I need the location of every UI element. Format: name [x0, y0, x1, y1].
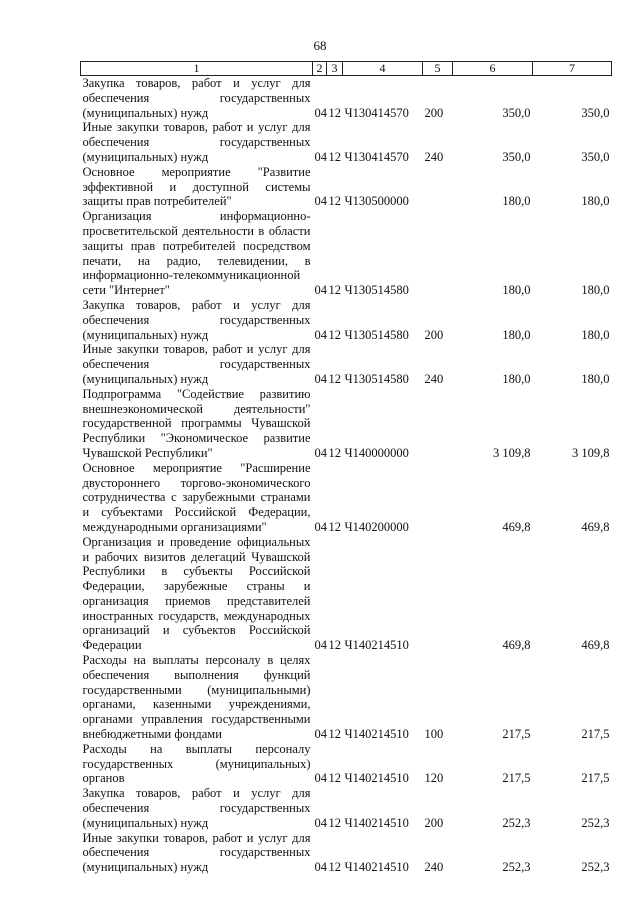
target-article: Ч140000000 — [344, 445, 409, 460]
amount-year-1: 350,0 — [502, 149, 531, 164]
amount-year-1: 217,5 — [502, 771, 531, 786]
section-code: 04 — [314, 519, 327, 534]
expense-type — [423, 209, 453, 298]
section-code: 04 — [314, 149, 327, 164]
amount-year-2: 469,8 — [581, 519, 610, 534]
amount-year-2: 180,0 — [581, 327, 610, 342]
amount-year-2: 3 109,8 — [572, 445, 610, 460]
table-row — [81, 535, 612, 653]
target-article: Ч140214510 — [344, 860, 409, 875]
target-article: Ч130514580 — [344, 283, 409, 298]
section-code: 04 — [314, 815, 327, 830]
amount-year-1: 180,0 — [502, 194, 531, 209]
col-header-2: 2 — [313, 62, 327, 76]
col-header-7: 7 — [533, 62, 612, 76]
amount-year-1: 180,0 — [502, 283, 531, 298]
expense-type: 100 — [424, 727, 444, 742]
expense-type — [423, 165, 453, 209]
expense-type: 200 — [424, 815, 444, 830]
target-article: Ч130414570 — [344, 105, 409, 120]
name-cell: Расходы на выплаты персоналу государственных (муниципальных) органов — [82, 741, 311, 786]
col-header-3: 3 — [327, 62, 343, 76]
amount-year-1: 469,8 — [502, 519, 531, 534]
col-header-6: 6 — [453, 62, 533, 76]
table-row — [81, 165, 612, 209]
section-code: 04 — [314, 860, 327, 875]
amount-year-2: 350,0 — [581, 149, 610, 164]
expense-type — [423, 387, 453, 461]
col-header-4: 4 — [343, 62, 423, 76]
name-cell: Расходы на выплаты персоналу в целях обеспечения выполнения функций государственными (муниципальными) органами, казенными учреждениями, органами управления государственными внебюджетными фондами — [82, 653, 311, 742]
target-article: Ч130414570 — [344, 149, 409, 164]
target-article: Ч140214510 — [344, 638, 409, 653]
amount-year-1: 350,0 — [502, 105, 531, 120]
section-code: 04 — [314, 327, 327, 342]
subsection-code: 12 — [328, 860, 341, 875]
page-number: 68 — [313, 38, 327, 53]
subsection-code: 12 — [328, 194, 341, 209]
amount-year-2: 252,3 — [581, 815, 610, 830]
expense-type: 120 — [424, 771, 444, 786]
subsection-code: 12 — [328, 519, 341, 534]
subsection-code: 12 — [328, 638, 341, 653]
target-article: Ч130500000 — [344, 194, 409, 209]
target-article: Ч140214510 — [344, 771, 409, 786]
name-cell: Организация и проведение официальных и рабочих визитов делегаций Чувашской Республики в субъекты Российской Федерации, зарубежные страны и организация приемов представителей иностранных государств, международных организаций и субъектов Российской Федерации — [82, 534, 311, 653]
col-header-1: 1 — [81, 62, 313, 76]
amount-year-1: 252,3 — [502, 815, 531, 830]
table-row — [81, 461, 612, 535]
section-code: 04 — [314, 283, 327, 298]
amount-year-2: 350,0 — [581, 105, 610, 120]
name-cell: Закупка товаров, работ и услуг для обеспечения государственных (муниципальных) нужд — [82, 786, 311, 830]
subsection-code: 12 — [328, 815, 341, 830]
table-row — [81, 653, 612, 742]
table-row — [81, 742, 612, 786]
amount-year-2: 180,0 — [581, 283, 610, 298]
section-code: 04 — [314, 727, 327, 742]
amount-year-2: 469,8 — [581, 638, 610, 653]
section-code: 04 — [314, 105, 327, 120]
table-row — [81, 76, 612, 121]
expense-type: 240 — [424, 149, 444, 164]
name-cell: Организация информационно-просветительской деятельности в области защиты прав потребителей посредством печати, на радио, телевидении, в информационно-телекоммуникационной сети "Интернет" — [82, 209, 311, 298]
name-cell: Основное мероприятие "Развитие эффективной и доступной системы защиты прав потребителей" — [82, 164, 311, 209]
subsection-code: 12 — [328, 771, 341, 786]
table-row — [81, 786, 612, 830]
section-code: 04 — [314, 371, 327, 386]
table-row — [81, 342, 612, 386]
amount-year-1: 252,3 — [502, 860, 531, 875]
name-cell: Закупка товаров, работ и услуг для обеспечения государственных (муниципальных) нужд — [82, 76, 311, 120]
name-cell: Иные закупки товаров, работ и услуг для обеспечения государственных (муниципальных) нужд — [82, 120, 311, 164]
subsection-code: 12 — [328, 371, 341, 386]
name-cell: Иные закупки товаров, работ и услуг для обеспечения государственных (муниципальных) нужд — [82, 342, 311, 386]
amount-year-2: 217,5 — [581, 727, 610, 742]
amount-year-2: 252,3 — [581, 860, 610, 875]
expense-type: 200 — [424, 105, 444, 120]
table-row — [81, 209, 612, 298]
name-cell: Основное мероприятие "Расширение двустороннего торгово-экономического сотрудничества с зарубежными странами и субъектами Российской Федерации, международными организациями" — [82, 460, 311, 534]
section-code: 04 — [314, 445, 327, 460]
expense-type — [423, 461, 453, 535]
name-cell: Подпрограмма "Содействие развитию внешнеэкономической деятельности" государственной программы Чувашской Республики "Экономическое развитие Чувашской Республики" — [82, 386, 311, 460]
expense-type — [423, 535, 453, 653]
amount-year-1: 469,8 — [502, 638, 531, 653]
amount-year-2: 180,0 — [581, 194, 610, 209]
amount-year-2: 180,0 — [581, 371, 610, 386]
subsection-code: 12 — [328, 283, 341, 298]
amount-year-1: 217,5 — [502, 727, 531, 742]
target-article: Ч130514580 — [344, 371, 409, 386]
budget-table — [80, 61, 612, 875]
subsection-code: 12 — [328, 105, 341, 120]
table-row — [81, 298, 612, 342]
expense-type: 240 — [424, 860, 444, 875]
target-article: Ч140200000 — [344, 519, 409, 534]
table-body — [81, 76, 612, 876]
name-cell: Иные закупки товаров, работ и услуг для обеспечения государственных (муниципальных) нужд — [82, 830, 311, 875]
target-article: Ч140214510 — [344, 727, 409, 742]
expense-type: 200 — [424, 327, 444, 342]
subsection-code: 12 — [328, 327, 341, 342]
section-code: 04 — [314, 638, 327, 653]
amount-year-1: 3 109,8 — [493, 445, 531, 460]
table-row — [81, 120, 612, 164]
subsection-code: 12 — [328, 149, 341, 164]
target-article: Ч130514580 — [344, 327, 409, 342]
amount-year-2: 217,5 — [581, 771, 610, 786]
col-header-5: 5 — [423, 62, 453, 76]
target-article: Ч140214510 — [344, 815, 409, 830]
amount-year-1: 180,0 — [502, 327, 531, 342]
subsection-code: 12 — [328, 445, 341, 460]
table-header — [81, 62, 612, 76]
expense-type: 240 — [424, 371, 444, 386]
amount-year-1: 180,0 — [502, 371, 531, 386]
table-row — [81, 831, 612, 875]
table-row — [81, 387, 612, 461]
section-code: 04 — [314, 771, 327, 786]
section-code: 04 — [314, 194, 327, 209]
name-cell: Закупка товаров, работ и услуг для обеспечения государственных (муниципальных) нужд — [82, 297, 311, 342]
subsection-code: 12 — [328, 727, 341, 742]
